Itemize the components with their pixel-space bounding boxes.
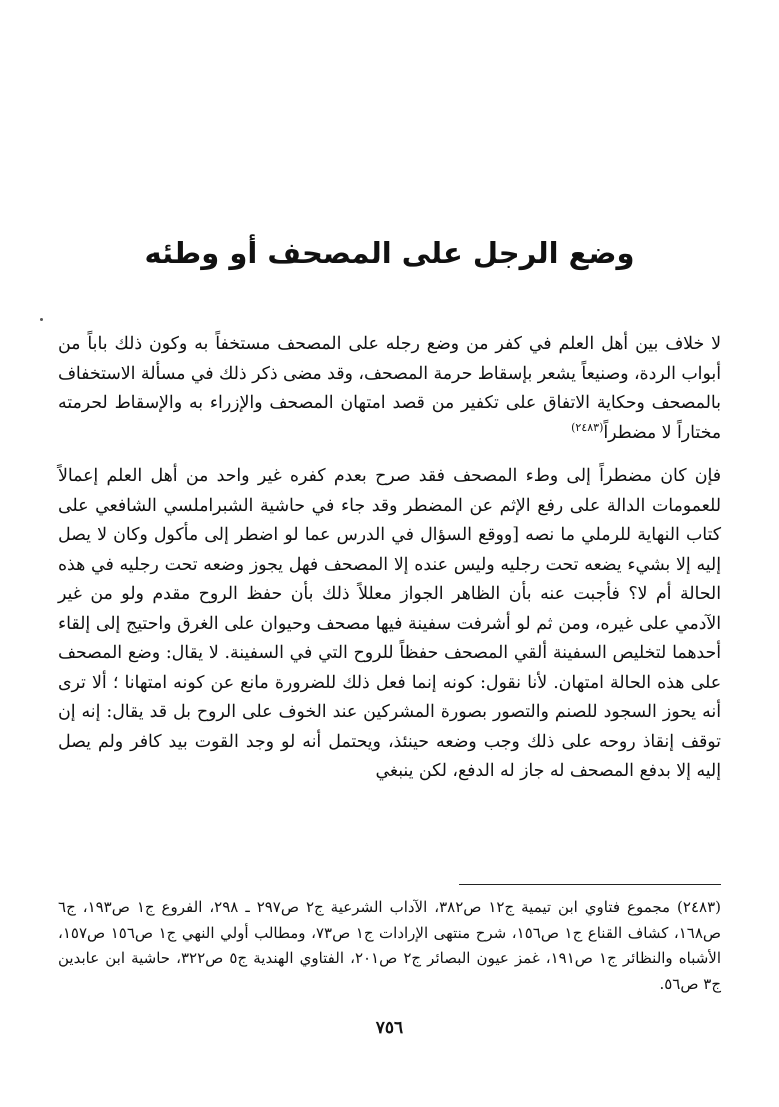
footnote-reference: (٢٤٨٣)	[571, 420, 604, 434]
footnote-text: (٢٤٨٣) مجموع فتاوي ابن تيمية ج١٢ ص٣٨٢، الآداب الشرعية ج٢ ص٢٩٧ ـ ٢٩٨، الفروع ج١ ص١٩٣، ج٦ ص١٦٨، كشاف القناع ج١ ص١٥٦، شرح منتهى الإرادات ج١ ص٧٣، ومطالب أولي النهي ج١ ص١٥٦ ص١٥٧، الأشباه والنظائر ج١ ص١٩١، غمز عيون البصائر ج٢ ص٢٠١، الفتاوي الهندية ج٥ ص٣٢٢، حاشية ابن عابدين ج٣ ص٥٦.	[58, 898, 722, 993]
body-text	[58, 330, 721, 787]
scan-speck	[40, 318, 43, 321]
footnote	[58, 895, 721, 997]
section-heading: وضع الرجل على المصحف أو وطئه	[144, 236, 635, 270]
footnote-separator	[459, 884, 721, 885]
paragraph-1-text: لا خلاف بين أهل العلم في كفر من وضع رجله على المصحف مستخفاً به وكون ذلك باباً من أبواب الردة، وصنيعاً يشعر بإسقاط حرمة المصحف، وقد مضى ذكر ذلك في مسألة الاستخفاف بالمصحف وحكاية الاتفاق على تكفير من قصد امتهان المصحف والإزراء به والإسقاط لحرمته مختاراً لا مضطراً	[58, 334, 721, 443]
paragraph-1	[58, 330, 721, 448]
paragraph-2: فإن كان مضطراً إلى وطء المصحف فقد صرح بعدم كفره غير واحد من أهل العلم إعمالاً للعمومات الدالة على رفع الإثم عن المضطر وقد جاء في حاشية الشبراملسي الشافعي على كتاب النهاية للرملي ما نصه [ووقع السؤال في الدرس عما لو اضطر إلى مأكول وكان لا يصل إليه إلا بشيء يضعه تحت رجليه وليس عنده إلا المصحف فهل يجوز وضعه تحت رجليه في هذه الحالة أم لا؟ فأجبت عنه بأن الظاهر الجواز معللاً ذلك بأن حفظ الروح مقدم ولو من غير الآدمي على غيره، ومن ثم لو أشرفت سفينة فيها مصحف وحيوان على الغرق واحتيج إلى إلقاء أحدهما لتخليص السفينة ألقي المصحف حفظاً للروح التي في السفينة. لا يقال: وضع المصحف على هذه الحالة امتهان. لأنا نقول: كونه إنما فعل ذلك للضرورة مانع عن كونه امتهانا ؛ ألا ترى أنه يحوز السجود للصنم والتصور بصورة المشركين عند الخوف على الروح بل قد يقال: إنه إن توقف إنقاذ روحه على ذلك وجب وضعه حينئذ، ويحتمل أنه لو وجد القوت بيد كافر ولم يصل إليه إلا بدفع المصحف له جاز له الدفع، لكن ينبغي	[58, 466, 721, 781]
page-number: ٧٥٦	[375, 1018, 404, 1038]
